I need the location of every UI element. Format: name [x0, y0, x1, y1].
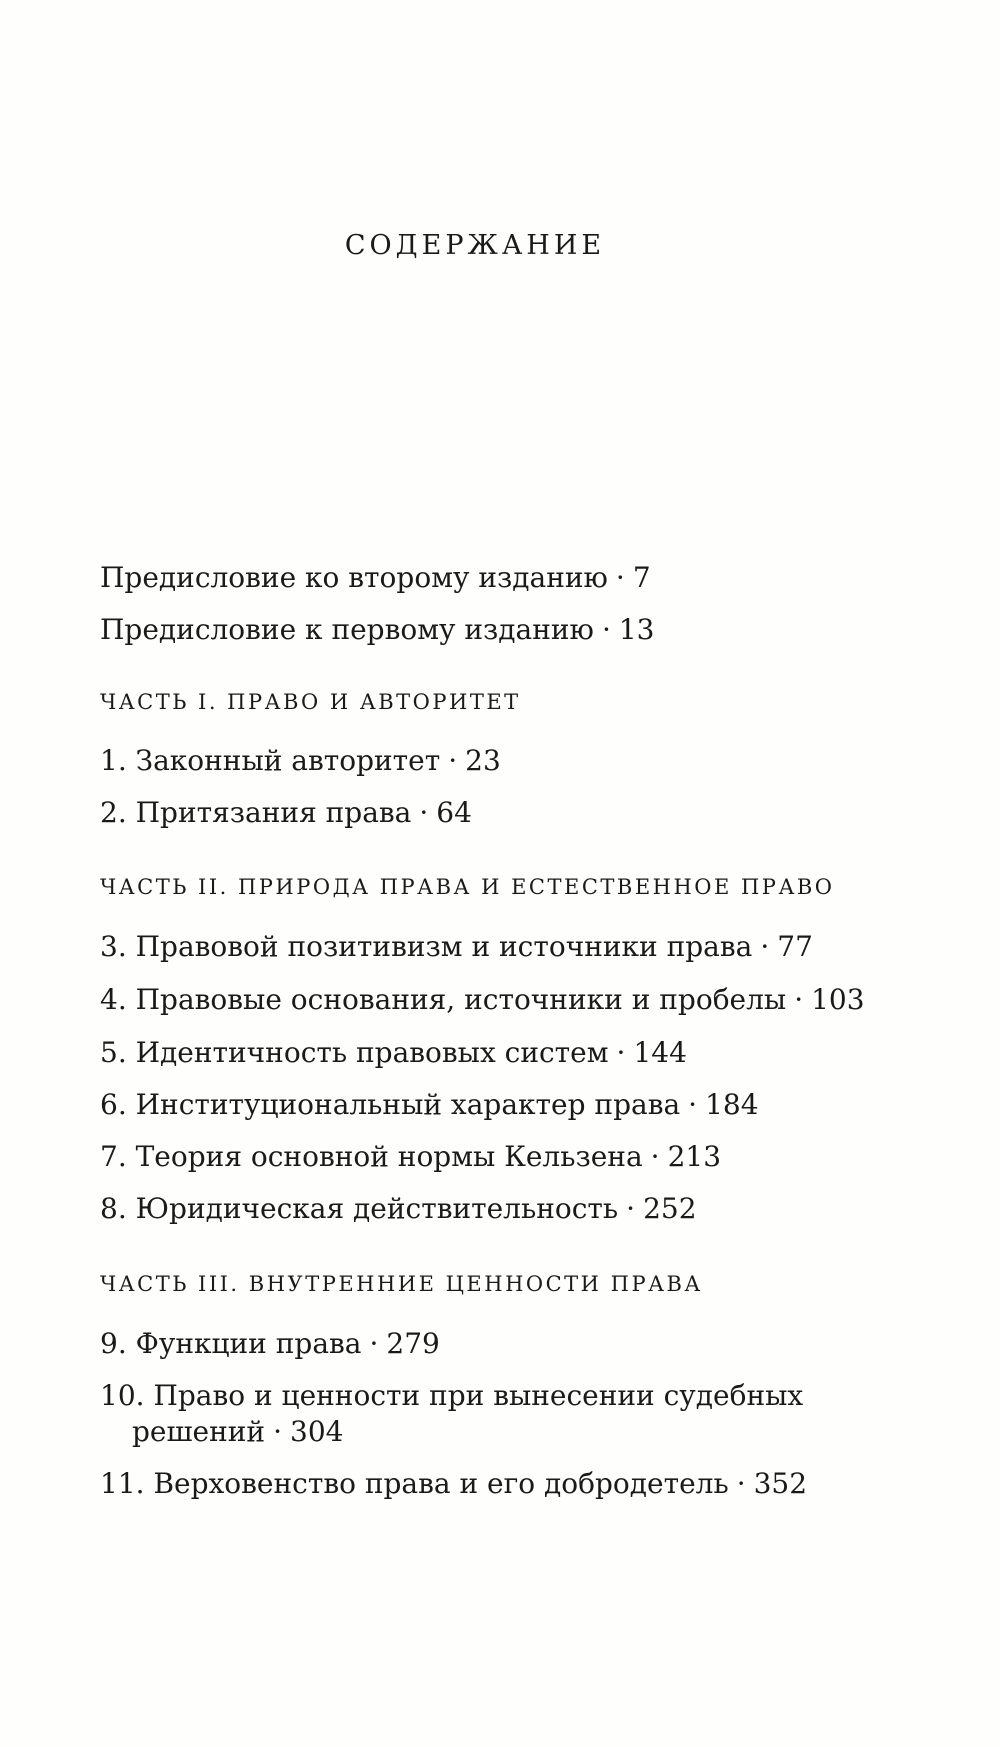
entry-page: 103 [811, 983, 865, 1016]
separator: · [794, 983, 804, 1016]
entry-title: Функции права [135, 1327, 362, 1360]
toc-entry-chapter-11[interactable] [100, 1466, 807, 1502]
entry-title: Право и ценности при вынесении судебных [153, 1379, 804, 1412]
separator: · [626, 1192, 636, 1225]
toc-entry-chapter-4[interactable] [100, 982, 865, 1018]
chapter-number: 6. [100, 1088, 127, 1121]
separator: · [736, 1467, 746, 1500]
entry-title: Правовые основания, источники и пробелы [135, 983, 787, 1016]
separator: · [615, 561, 625, 594]
entry-title: Теория основной нормы Кельзена [135, 1140, 643, 1173]
toc-entry-chapter-2[interactable] [100, 795, 472, 831]
toc-entry-chapter-3[interactable] [100, 929, 813, 965]
toc-entry-chapter-6[interactable] [100, 1087, 759, 1123]
entry-page: 13 [618, 613, 655, 646]
toc-entry-chapter-7[interactable] [100, 1139, 721, 1175]
part-heading-2: ЧАСТЬ II. ПРИРОДА ПРАВА И ЕСТЕСТВЕННОЕ ПРАВО [100, 875, 835, 899]
entry-title: Предисловие к первому изданию [100, 613, 594, 646]
toc-entry-chapter-8[interactable] [100, 1191, 697, 1227]
entry-title: Юридическая действительность [135, 1192, 619, 1225]
toc-entry-chapter-10[interactable] [100, 1378, 803, 1450]
entry-title: Институциональный характер права [135, 1088, 681, 1121]
part-heading-1: ЧАСТЬ I. ПРАВО И АВТОРИТЕТ [100, 690, 521, 714]
chapter-number: 10. [100, 1379, 145, 1412]
entry-page: 252 [643, 1192, 697, 1225]
toc-entry-chapter-5[interactable] [100, 1035, 687, 1071]
entry-continuation [100, 1414, 803, 1450]
separator: · [419, 796, 429, 829]
toc-entry-preface-2[interactable] [100, 560, 651, 596]
entry-title: Верховенство права и его добродетель [153, 1467, 729, 1500]
part-heading-3: ЧАСТЬ III. ВНУТРЕННИЕ ЦЕННОСТИ ПРАВА [100, 1272, 703, 1296]
entry-title-cont: решений [132, 1415, 266, 1448]
page-title: СОДЕРЖАНИЕ [344, 230, 606, 261]
chapter-number: 8. [100, 1192, 127, 1225]
entry-page: 144 [633, 1036, 687, 1069]
entry-page: 213 [667, 1140, 722, 1173]
chapter-number: 2. [100, 796, 127, 829]
entry-title: Законный авторитет [135, 744, 441, 777]
chapter-number: 7. [100, 1140, 127, 1173]
chapter-number: 11. [100, 1467, 145, 1500]
separator: · [688, 1088, 698, 1121]
chapter-number: 4. [100, 983, 127, 1016]
entry-title: Идентичность правовых систем [135, 1036, 609, 1069]
chapter-number: 9. [100, 1327, 127, 1360]
entry-page: 77 [777, 930, 813, 963]
entry-page: 279 [386, 1327, 440, 1360]
chapter-number: 5. [100, 1036, 127, 1069]
toc-entry-preface-1[interactable] [100, 612, 654, 648]
entry-page: 352 [753, 1467, 808, 1500]
entry-page: 23 [465, 744, 501, 777]
separator: · [273, 1415, 282, 1448]
separator: · [650, 1140, 660, 1173]
separator: · [616, 1036, 626, 1069]
entry-title: Притязания права [135, 796, 412, 829]
entry-page: 184 [705, 1088, 759, 1121]
entry-title: Правовой позитивизм и источники права [135, 930, 753, 963]
separator: · [601, 613, 611, 646]
entry-title: Предисловие ко второму изданию [100, 561, 608, 594]
separator: · [448, 744, 458, 777]
entry-page: 64 [436, 796, 472, 829]
entry-page: 7 [632, 561, 651, 594]
toc-entry-chapter-9[interactable] [100, 1326, 440, 1362]
chapter-number: 3. [100, 930, 127, 963]
separator: · [369, 1327, 379, 1360]
toc-entry-chapter-1[interactable] [100, 743, 501, 779]
chapter-number: 1. [100, 744, 127, 777]
separator: · [760, 930, 770, 963]
entry-page: 304 [290, 1415, 344, 1448]
